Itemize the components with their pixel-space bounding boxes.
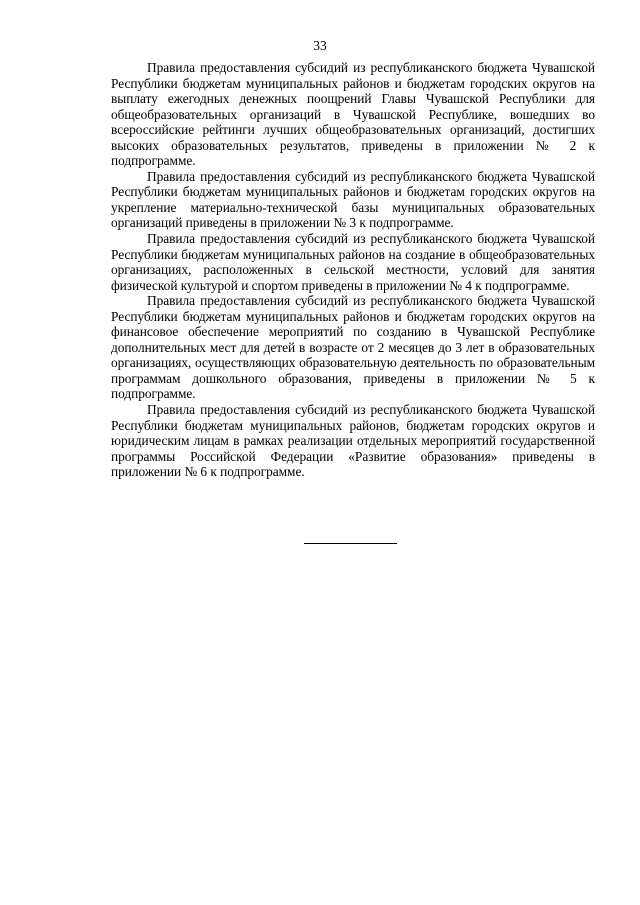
paragraph-appendix-2: Правила предоставления субсидий из республиканского бюджета Чувашской Республики бюджетам муниципальных районов и бюджетам городских округов на выплату ежегодных денежных поощрений Главы Чувашской Республики для общеобразовательных организаций в Чувашской Республике, вошедших во всероссийские рейтинги лучших общеобразовательных организаций, достигших высоких образовательных результатов, приведены в приложении № 2 к подпрограмме. xyxy=(111,60,595,169)
paragraph-appendix-3: Правила предоставления субсидий из республиканского бюджета Чувашской Республики бюджетам муниципальных районов и бюджетам городских округов на укрепление материально-технической базы муниципальных образовательных организаций приведены в приложении № 3 к подпрограмме. xyxy=(111,168,595,231)
paragraph-appendix-5: Правила предоставления субсидий из республиканского бюджета Чувашской Республики бюджетам муниципальных районов и бюджетам городских округов на финансовое обеспечение мероприятий по созданию в Чувашской Республике дополнительных мест для детей в возрасте от 2 месяцев до 3 лет в образовательных организациях, осуществляющих образовательную деятельность по образовательным программам дошкольного образования, приведены в приложении № 5 к подпрограмме. xyxy=(111,293,595,402)
paragraph-appendix-6: Правила предоставления субсидий из республиканского бюджета Чувашской Республики бюджетам муниципальных районов, бюджетам городских округов и юридическим лицам в рамках реализации отдельных мероприятий государственной программы Российской Федерации «Развитие образования» приведены в приложении № 6 к подпрограмме. xyxy=(111,402,595,480)
document-body xyxy=(111,60,595,480)
end-divider-line xyxy=(304,543,397,544)
paragraph-appendix-4: Правила предоставления субсидий из республиканского бюджета Чувашской Республики бюджетам муниципальных районов на создание в общеобразовательных организациях, расположенных в сельской местности, условий для занятия физической культурой и спортом приведены в приложении № 4 к подпрограмме. xyxy=(111,231,595,293)
page-number: 33 xyxy=(313,38,327,53)
